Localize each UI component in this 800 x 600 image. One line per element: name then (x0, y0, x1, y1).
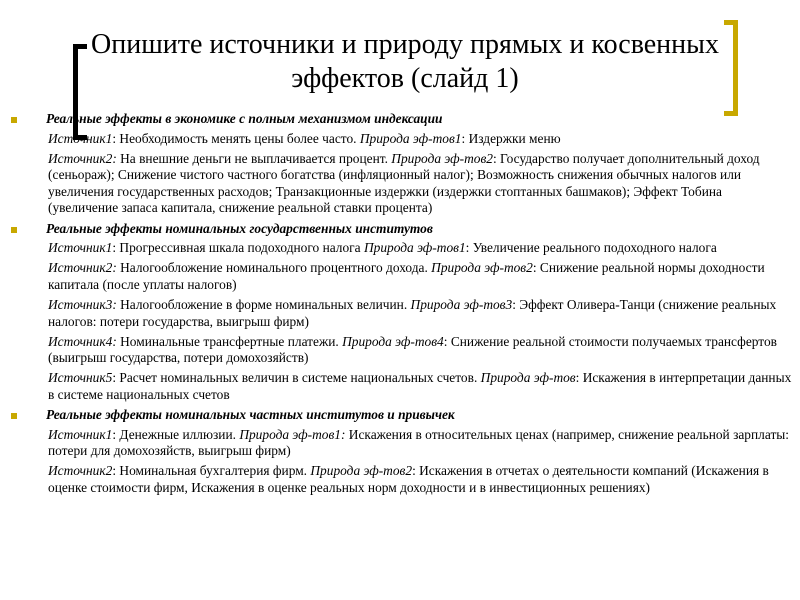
nature-text: : Снижение реальной нормы доходности капитала (после уплаты налогов) (48, 260, 765, 292)
source-label: Источник5 (48, 370, 113, 386)
slide-title: Опишите источники и природу прямых и косвенных эффектов (слайд 1) (91, 29, 719, 94)
nature-label: Природа эф-тов2 (310, 463, 413, 479)
section-indexation (8, 111, 794, 217)
nature-text: : Искажения в отчетах о деятельности компаний (Искажения в оценке стоимости фирм, Искажения в оценке реальных норм доходности и в инвестиционных решениях) (48, 463, 769, 495)
source-label: Источник4: (48, 333, 117, 349)
slide-content (8, 111, 794, 500)
nature-label: Природа эф-тов2 (431, 260, 533, 276)
nature-text: Искажения в относительных ценах (например, снижение реальной зарплаты: потери для домохозяйств, выигрыш фирм) (48, 426, 790, 459)
source-label: Источник1 (48, 240, 113, 256)
source-text: На внешние деньги не выплачивается процент. (116, 150, 392, 166)
source-text: : Расчет номинальных величин в системе национальных счетов. (112, 370, 481, 386)
source-text: Налогообложение в форме номинальных величин. (116, 296, 411, 312)
nature-text: : Государство получает дополнительный доход (сеньораж); Снижение чистого частного богатства (инфляционный налог); Возможность снижения обычных налогов или увеличения государственных расходов; Транзакционные издержки (издержки стоптанных башмаков); Эффект Тобина (увеличение запаса капитала, снижение реальной ставки процента) (48, 150, 760, 216)
nature-label: Природа эф-тов1 (359, 130, 462, 146)
list-item (48, 260, 794, 293)
source-label: Источник2: (48, 260, 117, 276)
section-heading: Реальные эффекты номинальных частных институтов и привычек (46, 407, 455, 422)
nature-label: Природа эф-тов2 (391, 150, 493, 166)
bullet-icon (11, 227, 17, 233)
nature-label: Природа эф-тов3 (410, 296, 513, 312)
list-item (48, 370, 794, 403)
section-heading: Реальные эффекты в экономике с полным механизмом индексации (46, 111, 443, 126)
section-heading: Реальные эффекты номинальных государственных институтов (46, 220, 433, 236)
source-text: Номинальные трансфертные платежи. (116, 333, 343, 349)
nature-text: : Увеличение реального подоходного налога (465, 240, 717, 256)
list-item (48, 463, 794, 496)
bullet-icon (11, 117, 17, 123)
nature-text: : Издержки меню (461, 130, 561, 146)
source-text: : Необходимость менять цены более часто. (112, 130, 360, 146)
source-label: Источник1 (48, 426, 113, 442)
source-text: : Денежные иллюзии. (112, 426, 240, 442)
section-private-institutions (8, 407, 794, 496)
nature-label: Природа эф-тов1: (239, 426, 346, 442)
nature-label: Природа эф-тов1 (363, 240, 466, 256)
list-item (48, 240, 794, 257)
nature-text: : Эффект Оливера-Танци (снижение реальных налогов: потери государства, выигрыш фирм) (48, 296, 777, 329)
source-text: : Номинальная бухгалтерия фирм. (112, 463, 311, 479)
source-text: Налогообложение номинального процентного дохода. (116, 260, 432, 276)
source-label: Источник3: (48, 296, 117, 312)
section-government-institutions (8, 221, 794, 404)
nature-text: : Искажения в интерпретации данных в системе национальных счетов (48, 370, 792, 402)
list-item (48, 297, 794, 330)
list-item (48, 334, 794, 367)
list-item (48, 151, 794, 217)
nature-label: Природа эф-тов4 (342, 333, 444, 349)
source-text: : Прогрессивная шкала подоходного налога (112, 240, 364, 256)
bullet-icon (11, 413, 17, 419)
right-bracket-decoration (724, 20, 738, 116)
list-item (48, 131, 794, 148)
source-label: Источник2 (48, 463, 113, 479)
source-label: Источник1 (48, 130, 113, 146)
nature-label: Природа эф-тов (480, 370, 576, 386)
list-item (48, 427, 794, 460)
nature-text: : Снижение реальной стоимости получаемых трансфертов (выигрыш государства, потери домохозяйств) (48, 333, 777, 366)
source-label: Источник2: (48, 150, 117, 166)
